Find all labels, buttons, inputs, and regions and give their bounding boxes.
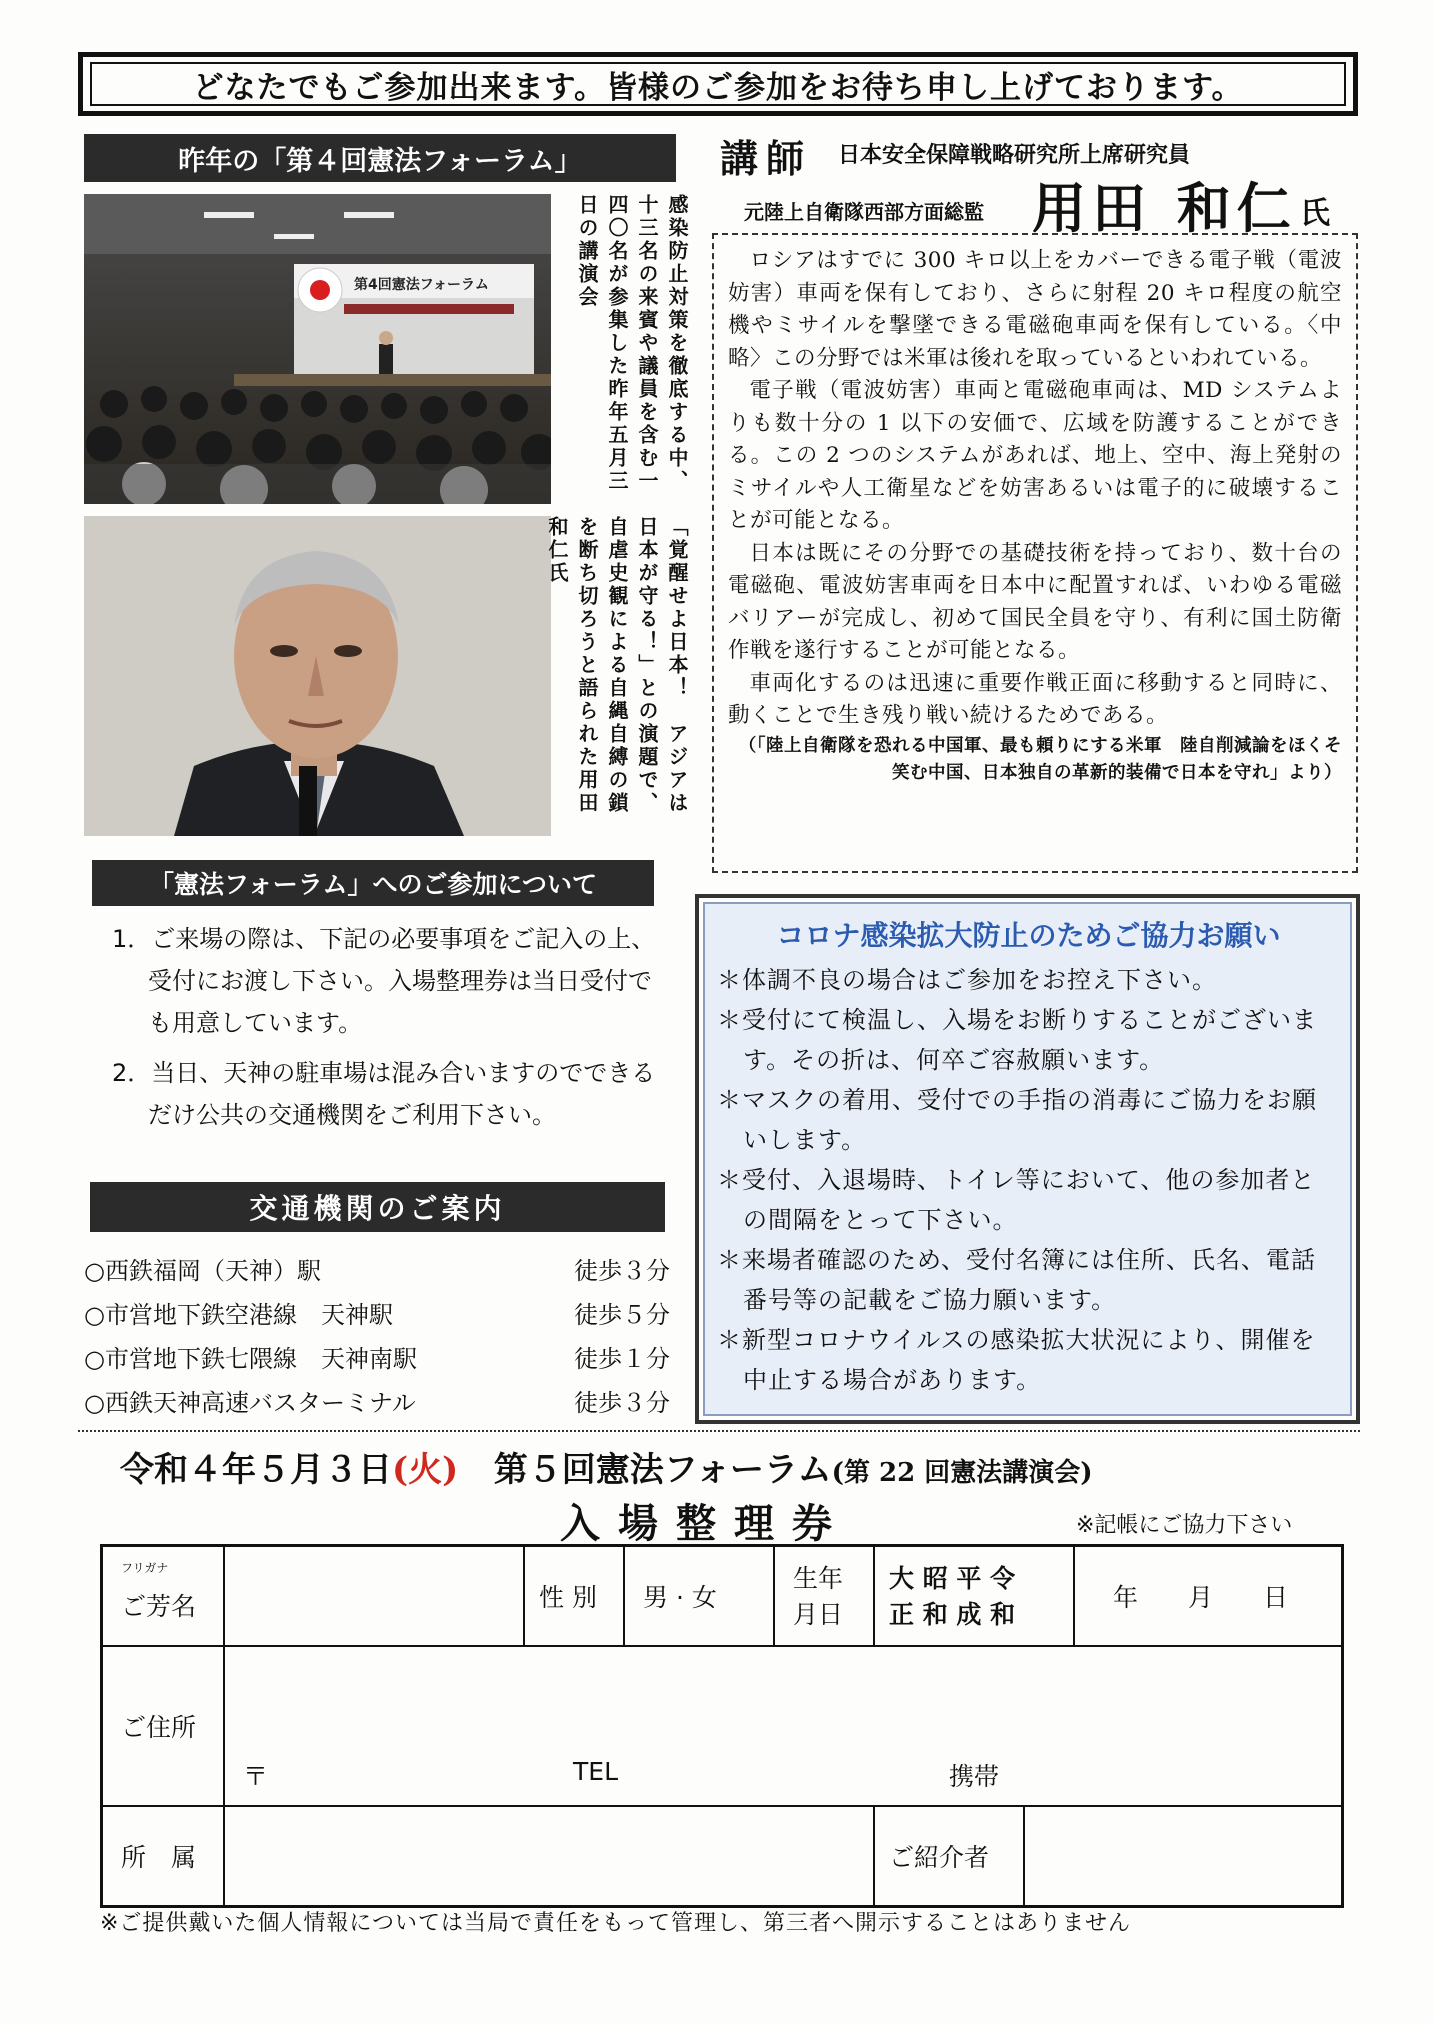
participation-item: 1．ご来場の際は、下記の必要事項をご記入の上、受付にお渡し下さい。入場整理券は当日受付でも用意しています。 <box>112 925 656 1037</box>
furigana-label: フリガナ <box>121 1561 169 1575</box>
name-label: ご芳名 <box>121 1592 197 1621</box>
photo2-caption: 「覚醒せよ日本！ アジアは日本が守る！」との演題で、自虐史観による自縄自縛の鎖を断ち切ろうと語られた用田和仁氏 <box>545 516 689 815</box>
corona-notice <box>695 894 1360 1424</box>
walk-time: 徒歩３分 <box>574 1256 670 1285</box>
ticket-note: ※記帳にご協力下さい <box>1076 1513 1293 1538</box>
speaker-title: 講師 <box>720 136 813 181</box>
participation-header: 「憲法フォーラム」へのご参加について <box>92 860 654 906</box>
corona-title: コロナ感染拡大防止のためご協力お願い <box>776 919 1281 952</box>
affiliation-field[interactable] <box>233 1811 863 1901</box>
speaker-honorific: 氏 <box>1300 196 1330 231</box>
name-field[interactable] <box>233 1551 519 1641</box>
walk-time: 徒歩１分 <box>574 1344 670 1373</box>
birth-label: 生年 <box>793 1564 844 1593</box>
station-name: ○市営地下鉄空港線 天神駅 <box>84 1300 393 1329</box>
tel-label: TEL <box>573 1757 618 1786</box>
speaker-name: 用田 和仁 <box>1032 176 1297 240</box>
photo1-caption: 感染防止対策を徹底する中、十三名の来賓や議員を含む一四〇名が参集した昨年五月三日の講演会 <box>575 194 689 493</box>
station-name: ○市営地下鉄七隈線 天神南駅 <box>84 1344 417 1373</box>
excerpt-paragraph: 日本は既にその分野での基礎技術を持っており、数十台の電磁砲、電波妨害車両を日本中に配置すれば、いわゆる電磁バリアーが完成し、初めて国民全員を守り、有利に国土防衛作戦を遂行することが可能となる。 <box>728 540 1342 663</box>
last-forum-header: 昨年の「第４回憲法フォーラム」 <box>84 134 676 182</box>
walk-time: 徒歩５分 <box>574 1300 670 1329</box>
event-weekday: (火) <box>392 1450 459 1490</box>
referrer-label: ご紹介者 <box>889 1843 990 1872</box>
corona-item: ＊体調不良の場合はご参加をお控え下さい。 <box>717 966 1217 994</box>
speaker-excerpt <box>712 233 1358 873</box>
speaker-affiliation: 日本安全保障戦略研究所上席研究員 <box>838 143 1191 168</box>
admission-ticket-form <box>100 1544 1344 1908</box>
participation-list <box>112 918 672 1144</box>
corona-item: ＊受付にて検温し、入場をお断りすることがございます。その折は、何卒ご容赦願います。 <box>717 1006 1317 1074</box>
postal-mark: 〒 <box>243 1762 269 1791</box>
speaker-photo <box>84 516 551 836</box>
gender-label: 性 別 <box>539 1583 597 1612</box>
ticket-title: 入場整理券 <box>560 1500 850 1547</box>
transport-row <box>84 1290 670 1334</box>
forum-hall-photo <box>84 194 551 504</box>
corona-item: ＊新型コロナウイルスの感染拡大状況により、開催を中止する場合があります。 <box>717 1326 1316 1394</box>
transport-row <box>84 1334 670 1378</box>
address-field[interactable] <box>233 1655 1333 1755</box>
excerpt-paragraph: ロシアはすでに 300 キロ以上をカバーできる電子戦（電波妨害）車両を保有しており、さらに射程 20 キロ程度の航空機やミサイルを撃墜できる電磁砲車両を保有している。〈中略〉この分野では米軍は後れを取っているといわれている。 <box>728 248 1342 371</box>
birth-label: 月日 <box>793 1600 844 1629</box>
excerpt-source: （「陸上自衛隊を恐れる中国軍、最も頼りにする米軍 陸自削減論をほくそ笑む中国、日本独自の革新的装備で日本を守れ」より） <box>738 735 1342 783</box>
banner-in-photo: 第4回憲法フォーラム <box>354 277 489 293</box>
excerpt-paragraph: 車両化するのは迅速に重要作戦正面に移動すると同時に、動くことで生き残り戦い続けるためである。 <box>728 670 1342 728</box>
birth-date-field[interactable]: 年 月 日 <box>1113 1583 1289 1612</box>
corona-item: ＊来場者確認のため、受付名簿には住所、氏名、電話番号等の記載をご協力願います。 <box>717 1246 1317 1314</box>
event-subtitle: (第 22 回憲法講演会) <box>831 1458 1093 1488</box>
top-banner <box>78 52 1358 116</box>
participation-item: 2．当日、天神の駐車場は混み合いますのでできるだけ公共の交通機関をご利用下さい。 <box>112 1059 656 1129</box>
speaker-former-position: 元陸上自衛隊西部方面総監 <box>744 200 984 224</box>
event-date: 令和４年５月３日 <box>120 1450 392 1490</box>
excerpt-paragraph: 電子戦（電波妨害）車両と電磁砲車両は、MD システムよりも数十分の 1 以下の安価で、広域を防護することができる。この 2 つのシステムがあれば、地上、空中、海上発射のミサイルや人工衛星などを妨害あるいは電子的に破壊することが可能となる。 <box>728 378 1342 533</box>
privacy-note: ※ご提供戴いた個人情報については当局で責任をもって管理し、第三者へ開示することはありません <box>100 1911 1131 1936</box>
gender-options[interactable]: 男 · 女 <box>643 1583 717 1612</box>
transport-header: 交通機関のご案内 <box>90 1182 665 1232</box>
banner-text: どなたでもご参加出来ます。皆様のご参加をお待ち申し上げております。 <box>90 62 1346 106</box>
transport-row <box>84 1246 670 1290</box>
transport-row <box>84 1378 670 1422</box>
station-name: ○西鉄福岡（天神）駅 <box>84 1256 321 1285</box>
cut-line <box>78 1430 1360 1432</box>
referrer-field[interactable] <box>1033 1811 1333 1901</box>
transport-list <box>84 1246 670 1422</box>
station-name: ○西鉄天神高速バスターミナル <box>84 1388 416 1417</box>
event-name: 第５回憲法フォーラム <box>493 1450 832 1490</box>
mobile-label: 携帯 <box>949 1762 1000 1791</box>
corona-item: ＊受付、入退場時、トイレ等において、他の参加者との間隔をとって下さい。 <box>717 1166 1316 1234</box>
address-label: ご住所 <box>121 1713 197 1742</box>
era-options[interactable]: 大 昭 平 令 <box>889 1564 1016 1593</box>
walk-time: 徒歩３分 <box>574 1388 670 1417</box>
corona-item: ＊マスクの着用、受付での手指の消毒にご協力をお願いします。 <box>717 1086 1317 1154</box>
ticket-heading <box>120 1442 1093 1491</box>
era-options[interactable]: 正 和 成 和 <box>889 1600 1016 1629</box>
affiliation-label: 所 属 <box>121 1843 197 1872</box>
